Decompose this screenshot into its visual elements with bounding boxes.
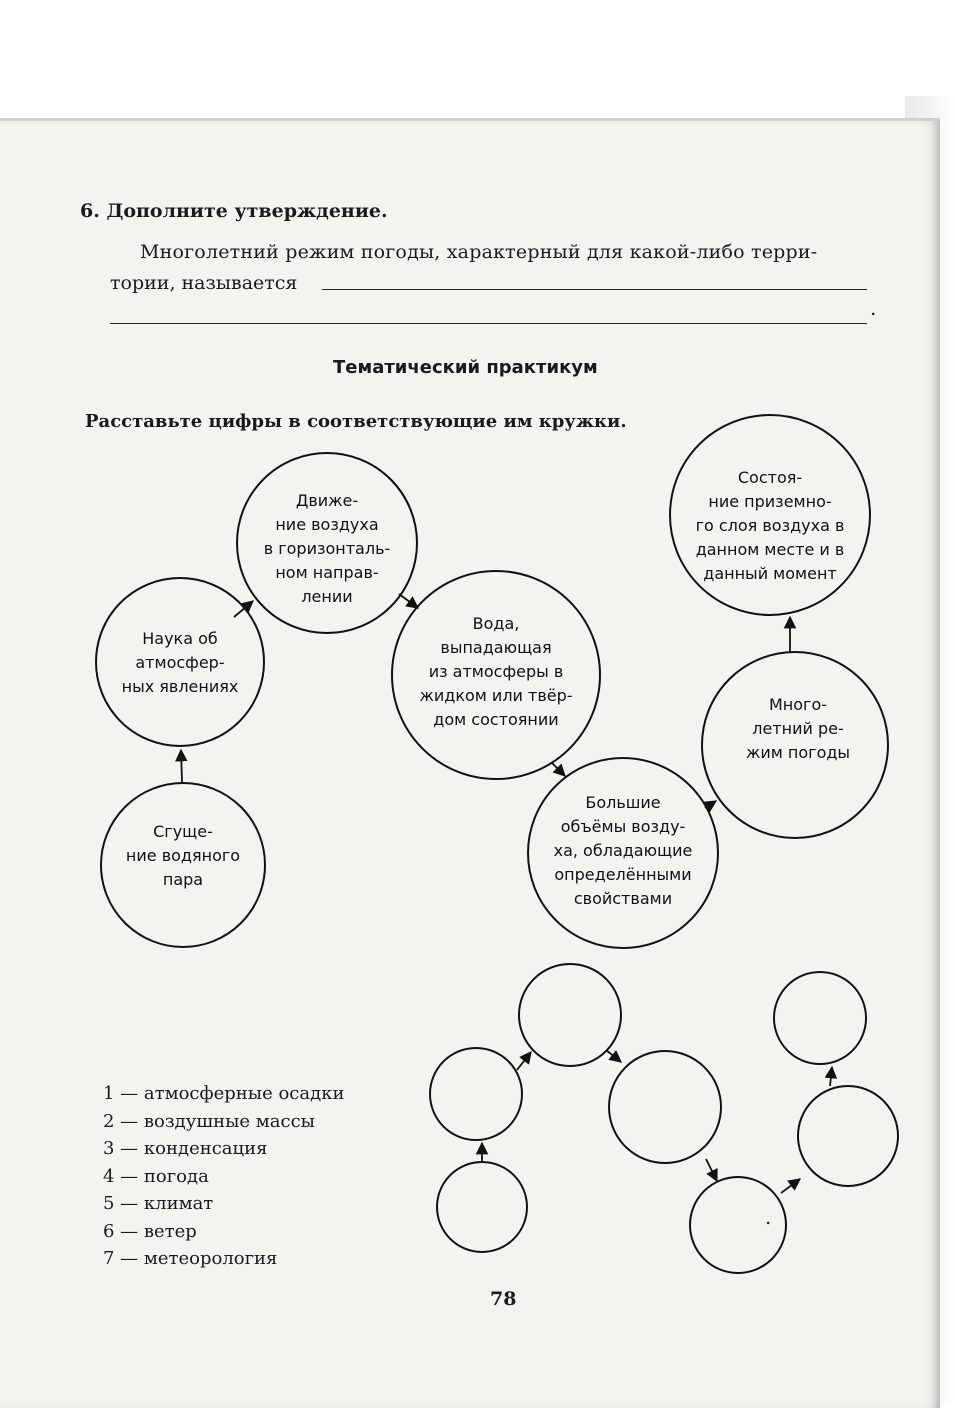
legend-item-6: 6 — ветер <box>103 1220 197 1242</box>
arrow-condensation-to-meteorology <box>181 750 182 782</box>
answer-circle-condensation[interactable] <box>437 1162 527 1252</box>
arrow-air-masses-to-climate <box>705 801 716 808</box>
answer-circle-weather[interactable] <box>774 972 866 1064</box>
circle-label-air-masses: Большие объёмы возду- ха, обладающие определёнными свойствами <box>553 793 693 908</box>
circle-label-meteorology: Наука об атмосфер- ных явлениях <box>121 629 239 696</box>
legend-item-5: 5 — климат <box>103 1193 214 1214</box>
task-6-title: 6. Дополните утверждение. <box>80 200 388 222</box>
legend-item-7: 7 — метеорология <box>103 1248 278 1269</box>
answer-arrow-4 <box>706 1159 717 1181</box>
legend-item-3: 3 — конденсация <box>103 1138 268 1159</box>
answer-end-dot: . <box>870 296 877 320</box>
task-6-statement-line-2: тории, называется <box>110 272 298 294</box>
answer-arrow-6 <box>830 1067 832 1086</box>
legend-item-1: 1 — атмосферные осадки <box>103 1083 345 1104</box>
page-number: 78 <box>490 1288 517 1310</box>
circle-label-wind: Движе- ние воздуха в горизонталь- ном направ- лении <box>263 491 391 606</box>
instruction-text: Расставьте цифры в соответствующие им кружки. <box>85 411 627 432</box>
answer-arrow-5 <box>781 1179 800 1193</box>
circle-label-precipitation: Вода, выпадающая из атмосферы в жидком или твёр- дом состоянии <box>419 614 573 729</box>
answer-circle-air-masses[interactable] <box>690 1177 786 1273</box>
answer-circle-meteorology[interactable] <box>430 1048 522 1140</box>
answer-legend <box>103 1080 344 1273</box>
answer-arrow-3 <box>606 1050 621 1062</box>
circle-label-weather: Состоя- ние приземно- го слоя воздуха в данном месте и в данный момент <box>695 468 845 583</box>
section-title: Тематический практикум <box>333 357 598 378</box>
circle-label-condensation: Сгуще- ние водяного пара <box>125 822 241 889</box>
answer-arrow-2 <box>517 1052 531 1070</box>
legend-item-4: 4 — погода <box>103 1165 209 1187</box>
answer-mark: . <box>765 1205 772 1229</box>
arrow-precipitation-to-air-masses <box>552 763 565 776</box>
task-6-statement-line-1: Многолетний режим погоды, характерный для какой-либо терри- <box>140 241 818 263</box>
answer-circle-precipitation[interactable] <box>609 1051 721 1163</box>
circle-label-climate: Много- летний ре- жим погоды <box>745 695 851 762</box>
answer-circle-climate[interactable] <box>798 1086 898 1186</box>
legend-item-2: 2 — воздушные массы <box>103 1110 316 1132</box>
